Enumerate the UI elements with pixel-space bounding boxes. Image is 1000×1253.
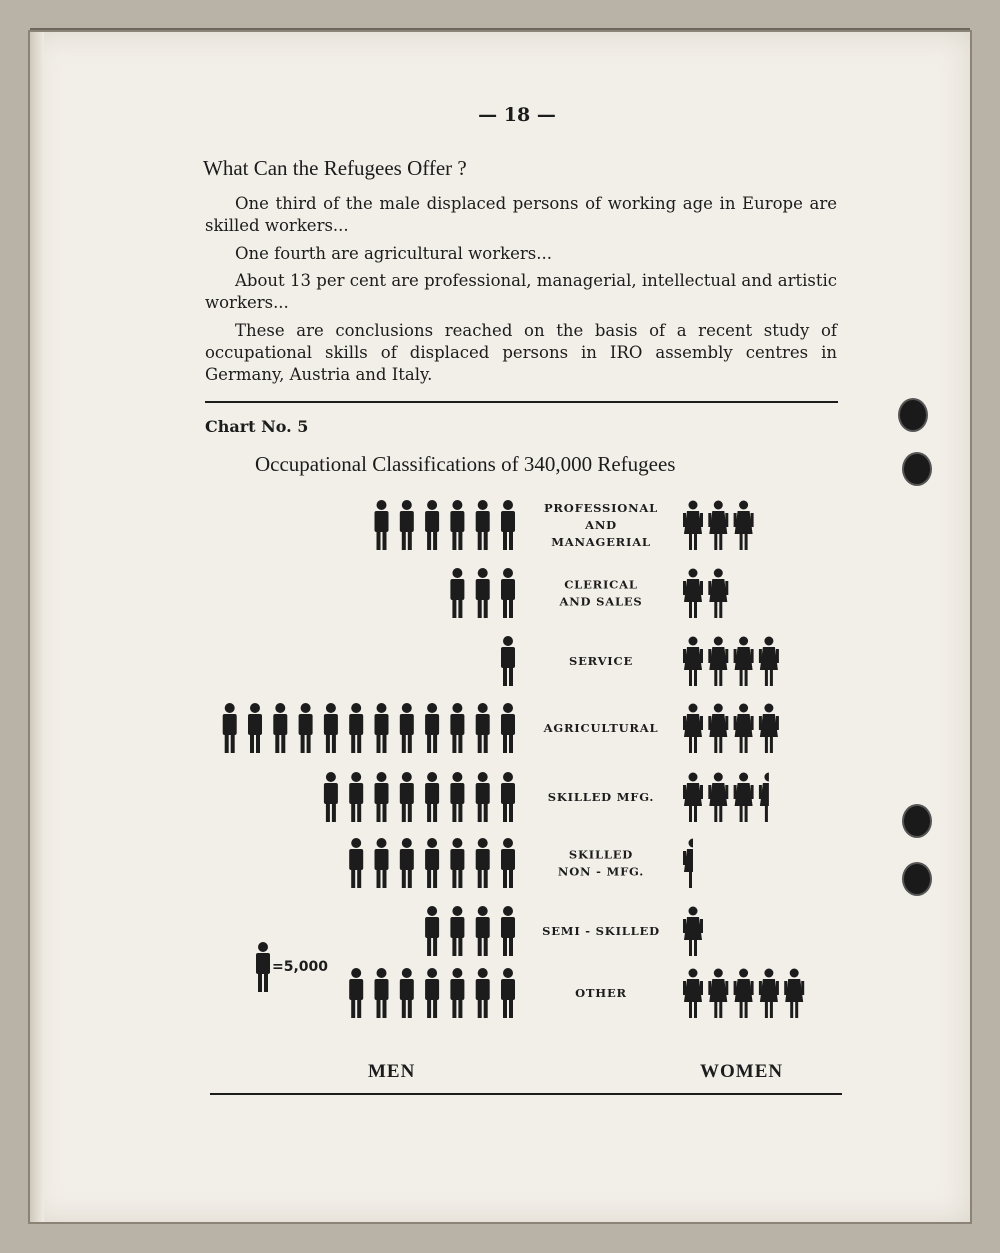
man-figure-icon — [299, 703, 313, 753]
paragraph-2-text: One fourth are agricultural workers... — [235, 244, 552, 263]
man-figure-icon — [501, 703, 515, 753]
man-figure-icon — [324, 772, 338, 822]
paragraph-1-text: One third of the male displaced persons of working age in Europe are skilled workers... — [205, 194, 837, 235]
man-figure-icon — [450, 838, 464, 888]
man-figure-icon — [501, 636, 515, 686]
woman-figure-icon — [708, 637, 728, 687]
man-figure-icon — [375, 968, 389, 1018]
woman-figure-partial-icon — [759, 773, 779, 823]
man-figure-icon — [425, 906, 439, 956]
category-label: SEMI - SKILLED — [542, 924, 660, 938]
category-label: SKILLED MFG. — [547, 790, 655, 804]
woman-figure-icon — [708, 773, 728, 823]
man-figure-icon — [375, 772, 389, 822]
man-figure-icon — [476, 500, 490, 550]
man-figure-icon — [501, 568, 515, 618]
category-label: MANAGERIAL — [551, 535, 651, 549]
category-label: NON - MFG. — [557, 864, 645, 879]
man-figure-icon — [501, 838, 515, 888]
man-figure-icon — [501, 968, 515, 1018]
man-figure-icon — [476, 703, 490, 753]
man-figure-icon — [450, 968, 464, 1018]
man-figure-icon — [273, 703, 287, 753]
category-label: AND — [585, 518, 617, 532]
man-figure-icon — [425, 703, 439, 753]
woman-figure-icon — [683, 773, 703, 823]
category-label: SERVICE — [568, 654, 634, 668]
woman-figure-icon — [759, 637, 779, 687]
man-figure-icon — [450, 500, 464, 550]
woman-figure-icon — [708, 969, 728, 1019]
man-figure-icon — [476, 772, 490, 822]
woman-figure-icon — [734, 969, 754, 1019]
woman-figure-icon — [734, 637, 754, 687]
man-figure-icon — [349, 838, 363, 888]
category-label: CLERICAL — [564, 577, 638, 592]
man-figure-icon — [400, 968, 414, 1018]
man-figure-icon — [400, 500, 414, 550]
category-label: AND SALES — [559, 594, 643, 609]
man-figure-icon — [450, 703, 464, 753]
woman-figure-icon — [683, 501, 703, 551]
woman-figure-icon — [734, 501, 754, 551]
women-column-header: WOMEN — [700, 1061, 784, 1082]
man-figure-icon — [248, 703, 262, 753]
man-figure-icon — [349, 772, 363, 822]
paragraph-4-text: These are conclusions reached on the basis of a recent study of occupational skills of displaced persons in IRO assembly centres in Germany, Austria and Italy. — [205, 321, 837, 384]
page-number: — 18 — — [478, 104, 556, 126]
woman-figure-partial-icon — [683, 839, 703, 889]
man-figure-icon — [400, 703, 414, 753]
men-column-header: MEN — [368, 1061, 416, 1082]
bottom-rule — [210, 1093, 842, 1095]
chart-title: Occupational Classifications of 340,000 Refugees — [255, 452, 676, 476]
man-figure-icon — [375, 703, 389, 753]
man-figure-icon — [450, 568, 464, 618]
legend-unit-label: =5,000 — [272, 959, 329, 975]
man-figure-icon — [476, 968, 490, 1018]
category-label: OTHER — [575, 986, 627, 1000]
woman-figure-icon — [708, 501, 728, 551]
chart-label: Chart No. 5 — [205, 417, 309, 436]
man-figure-icon — [375, 838, 389, 888]
man-figure-icon — [425, 500, 439, 550]
man-figure-icon — [501, 500, 515, 550]
man-figure-icon — [324, 703, 338, 753]
legend-man-figure-icon — [256, 942, 270, 992]
man-figure-icon — [223, 703, 237, 753]
man-figure-icon — [476, 838, 490, 888]
man-figure-icon — [501, 772, 515, 822]
man-figure-icon — [400, 772, 414, 822]
woman-figure-icon — [683, 969, 703, 1019]
woman-figure-icon — [708, 704, 728, 754]
woman-figure-icon — [683, 637, 703, 687]
man-figure-icon — [476, 568, 490, 618]
woman-figure-icon — [708, 569, 728, 619]
man-figure-icon — [501, 906, 515, 956]
woman-figure-icon — [683, 704, 703, 754]
man-figure-icon — [476, 906, 490, 956]
man-figure-icon — [349, 968, 363, 1018]
man-figure-icon — [425, 772, 439, 822]
woman-figure-icon — [683, 907, 703, 957]
woman-figure-icon — [759, 704, 779, 754]
woman-figure-icon — [683, 569, 703, 619]
woman-figure-icon — [784, 969, 804, 1019]
category-label: SKILLED — [568, 847, 634, 862]
woman-figure-icon — [734, 704, 754, 754]
man-figure-icon — [450, 906, 464, 956]
section-heading: What Can the Refugees Offer ? — [203, 156, 467, 180]
paragraph-3-text: About 13 per cent are professional, managerial, intellectual and artistic workers... — [205, 271, 837, 312]
woman-figure-icon — [734, 773, 754, 823]
woman-figure-icon — [759, 969, 779, 1019]
category-label: PROFESSIONAL — [543, 501, 659, 515]
man-figure-icon — [425, 968, 439, 1018]
man-figure-icon — [450, 772, 464, 822]
man-figure-icon — [425, 838, 439, 888]
man-figure-icon — [349, 703, 363, 753]
category-label: AGRICULTURAL — [543, 721, 659, 735]
man-figure-icon — [375, 500, 389, 550]
man-figure-icon — [400, 838, 414, 888]
